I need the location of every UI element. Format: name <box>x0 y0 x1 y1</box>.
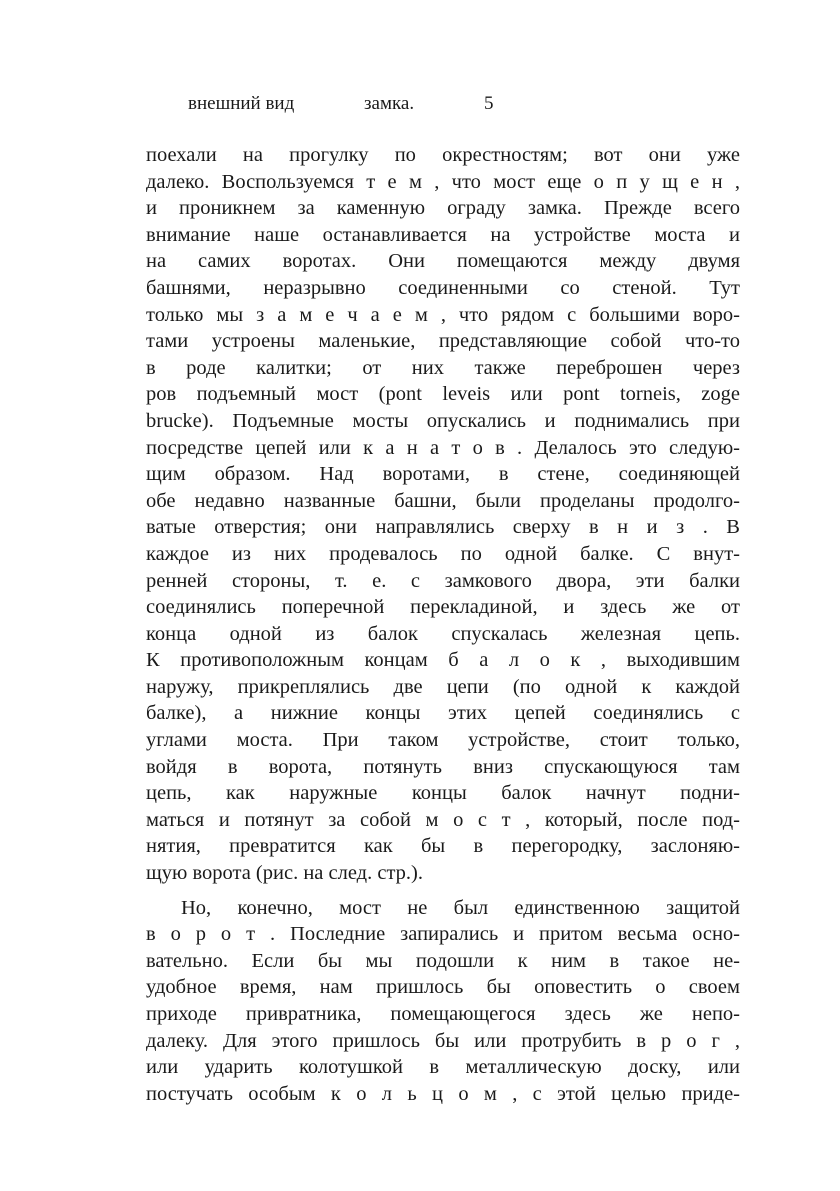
body-text <box>146 142 740 1107</box>
text-line: башнями, неразрывно соединенными со стеной. Тут <box>146 276 740 299</box>
text-line: каждое из них продевалось по одной балке. С внут- <box>146 542 740 565</box>
running-header <box>188 92 508 116</box>
page-number: 5 <box>484 93 494 114</box>
text-line: Но, конечно, мост не был единственною защитой <box>181 896 740 919</box>
text-line: войдя в ворота, потянуть вниз спускающуюся там <box>146 755 740 778</box>
paragraph-gap <box>146 887 740 895</box>
text-line: К противоположным концам б а л о к , выходившим <box>146 649 740 672</box>
text-line: на самих воротах. Они помещаются между двумя <box>146 250 740 273</box>
paragraph-1 <box>146 142 740 887</box>
text-line: поехали на прогулку по окрестностям; вот они уже <box>146 144 740 166</box>
text-line: маться и потянут за собой м о с т , который, после под- <box>146 808 740 831</box>
text-line: наружу, прикреплялись две цепи (по одной к каждой <box>146 675 740 698</box>
text-line: приходе привратника, помещающегося здесь же непо- <box>146 1003 740 1025</box>
text-line: цепь, как наружные концы балок начнут подни- <box>146 782 740 805</box>
text-line: и проникнем за каменную ограду замка. Прежде всего <box>146 197 740 220</box>
text-line: далеку. Для этого пришлось бы или протрубить в р о г , <box>146 1029 740 1052</box>
text-line: внимание наше останавливается на устройстве моста и <box>146 223 740 246</box>
text-line: постучать особым к о л ь ц о м , с этой целью приде- <box>146 1082 740 1105</box>
text-line: ватые отверстия; они направлялись сверху в н и з . В <box>146 516 740 539</box>
text-line: вательно. Если бы мы подошли к ним в такое не- <box>146 949 740 972</box>
text-line: ров подъемный мост (pont leveis или pont torneis, zoge <box>146 383 740 406</box>
text-line: щую ворота (рис. на след. стр.). <box>146 862 423 885</box>
text-line: тами устроены маленькие, представляющие собой что-то <box>146 330 740 353</box>
text-line: удобное время, нам пришлось бы оповестить о своем <box>146 976 740 999</box>
text-line: посредстве цепей или к а н а т о в . Делалось это следую- <box>146 436 740 459</box>
running-header-title: внешний вид <box>188 93 295 114</box>
text-line: только мы з а м е ч а е м , что рядом с большими воро- <box>146 303 740 326</box>
text-line: или ударить колотушкой в металлическую доску, или <box>146 1056 740 1079</box>
text-line: в о р о т . Последние запирались и притом весьма осно- <box>146 923 740 946</box>
text-line: конца одной из балок спускалась железная цепь. <box>146 622 740 645</box>
text-line: в роде калитки; от них также переброшен через <box>146 356 740 379</box>
text-line: обе недавно названные башни, были проделаны продолго- <box>146 489 740 512</box>
paragraph-2 <box>146 895 740 1108</box>
text-line: ренней стороны, т. е. с замкового двора, эти балки <box>146 569 740 592</box>
text-line: щим образом. Над воротами, в стене, соединяющей <box>146 463 740 486</box>
running-header-word: замка. <box>364 93 415 114</box>
text-line: далеко. Воспользуемся т е м , что мост еще о п у щ е н , <box>146 170 740 193</box>
text-line: соединялись поперечной перекладиной, и здесь же от <box>146 596 740 619</box>
text-line: brucke). Подъемные мосты опускались и поднимались при <box>146 409 740 432</box>
text-line: нятия, превратится как бы в перегородку, заслоняю- <box>146 835 740 858</box>
text-line: балке), а нижние концы этих цепей соединялись с <box>146 702 740 725</box>
text-line: углами моста. При таком устройстве, стоит только, <box>146 729 740 752</box>
